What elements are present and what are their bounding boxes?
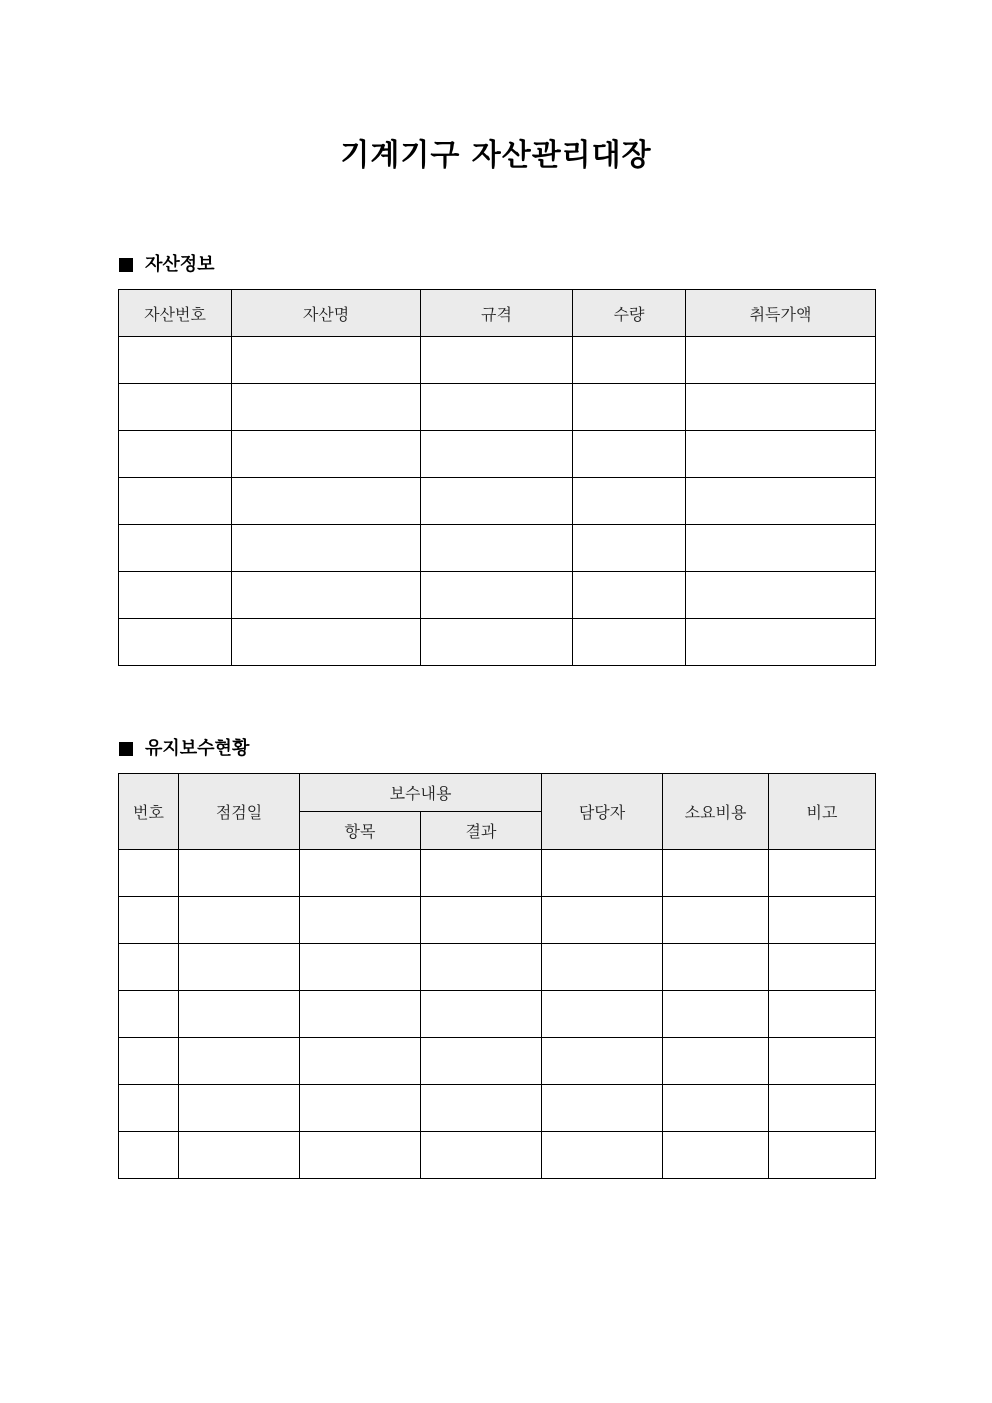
table-cell[interactable] — [421, 431, 573, 478]
table-cell[interactable] — [663, 991, 769, 1038]
square-bullet-icon — [119, 258, 133, 272]
table-cell[interactable] — [179, 944, 300, 991]
table-cell[interactable] — [769, 850, 876, 897]
col-asset-number: 자산번호 — [119, 290, 232, 337]
table-cell[interactable] — [421, 1085, 542, 1132]
col-inspection-date: 점검일 — [179, 774, 300, 850]
table-cell[interactable] — [119, 1132, 179, 1179]
table-cell[interactable] — [232, 384, 421, 431]
table-cell[interactable] — [686, 384, 876, 431]
table-row — [119, 337, 876, 384]
table-cell[interactable] — [421, 572, 573, 619]
table-cell[interactable] — [573, 619, 686, 666]
table-cell[interactable] — [119, 525, 232, 572]
table-cell[interactable] — [686, 525, 876, 572]
col-manager: 담당자 — [542, 774, 663, 850]
table-cell[interactable] — [119, 572, 232, 619]
table-cell[interactable] — [179, 850, 300, 897]
col-result: 결과 — [421, 812, 542, 850]
table-cell[interactable] — [421, 478, 573, 525]
table-cell[interactable] — [686, 619, 876, 666]
table-cell[interactable] — [119, 619, 232, 666]
table-cell[interactable] — [686, 478, 876, 525]
table-row — [119, 991, 876, 1038]
table-cell[interactable] — [663, 897, 769, 944]
table-cell[interactable] — [421, 384, 573, 431]
table-cell[interactable] — [232, 572, 421, 619]
table-row — [119, 944, 876, 991]
table-row — [119, 1085, 876, 1132]
square-bullet-icon — [119, 742, 133, 756]
table-cell[interactable] — [119, 897, 179, 944]
table-cell[interactable] — [686, 572, 876, 619]
asset-info-table — [118, 289, 876, 666]
table-row — [119, 1132, 876, 1179]
table-cell[interactable] — [179, 1085, 300, 1132]
table-cell[interactable] — [769, 1038, 876, 1085]
table-cell[interactable] — [542, 1038, 663, 1085]
table-cell[interactable] — [119, 850, 179, 897]
table-cell[interactable] — [769, 991, 876, 1038]
maintenance-status-heading-label: 유지보수현황 — [145, 738, 250, 759]
col-item: 항목 — [300, 812, 421, 850]
table-row — [119, 384, 876, 431]
asset-info-heading — [119, 253, 215, 277]
document-title: 기계기구 자산관리대장 — [340, 138, 652, 173]
table-row — [119, 850, 876, 897]
table-cell[interactable] — [421, 1038, 542, 1085]
col-number: 번호 — [119, 774, 179, 850]
table-cell[interactable] — [421, 897, 542, 944]
table-cell[interactable] — [542, 1132, 663, 1179]
table-cell[interactable] — [179, 1132, 300, 1179]
col-spec: 규격 — [421, 290, 573, 337]
asset-info-heading-label: 자산정보 — [145, 254, 215, 275]
table-cell[interactable] — [573, 431, 686, 478]
table-cell[interactable] — [232, 619, 421, 666]
table-cell[interactable] — [232, 478, 421, 525]
table-cell[interactable] — [663, 944, 769, 991]
table-cell[interactable] — [663, 1038, 769, 1085]
table-cell[interactable] — [542, 991, 663, 1038]
table-cell[interactable] — [300, 897, 421, 944]
table-cell[interactable] — [179, 897, 300, 944]
table-cell[interactable] — [769, 944, 876, 991]
table-cell[interactable] — [573, 572, 686, 619]
table-cell[interactable] — [421, 525, 573, 572]
table-cell[interactable] — [119, 991, 179, 1038]
table-cell[interactable] — [232, 525, 421, 572]
maintenance-status-heading — [119, 737, 249, 761]
table-cell[interactable] — [421, 337, 573, 384]
table-cell[interactable] — [119, 1085, 179, 1132]
table-cell[interactable] — [769, 1132, 876, 1179]
table-cell[interactable] — [300, 850, 421, 897]
table-cell[interactable] — [300, 1132, 421, 1179]
table-cell[interactable] — [119, 478, 232, 525]
table-cell[interactable] — [119, 1038, 179, 1085]
table-cell[interactable] — [573, 337, 686, 384]
table-cell[interactable] — [300, 944, 421, 991]
table-cell[interactable] — [300, 991, 421, 1038]
table-cell[interactable] — [179, 991, 300, 1038]
table-cell[interactable] — [421, 944, 542, 991]
table-cell[interactable] — [421, 991, 542, 1038]
table-row — [119, 431, 876, 478]
table-cell[interactable] — [542, 1085, 663, 1132]
col-repair-content: 보수내용 — [300, 774, 542, 812]
col-cost: 소요비용 — [663, 774, 769, 850]
table-cell[interactable] — [232, 431, 421, 478]
table-cell[interactable] — [663, 850, 769, 897]
table-cell[interactable] — [573, 525, 686, 572]
table-cell[interactable] — [421, 1132, 542, 1179]
col-acquisition-cost: 취득가액 — [686, 290, 876, 337]
table-row — [119, 1038, 876, 1085]
table-row — [119, 897, 876, 944]
maintenance-header-row — [119, 774, 876, 812]
col-remarks: 비고 — [769, 774, 876, 850]
table-cell[interactable] — [119, 944, 179, 991]
table-row — [119, 572, 876, 619]
maintenance-status-table — [118, 773, 876, 1179]
table-row — [119, 525, 876, 572]
col-quantity: 수량 — [573, 290, 686, 337]
table-cell[interactable] — [542, 850, 663, 897]
table-cell[interactable] — [663, 1085, 769, 1132]
table-cell[interactable] — [769, 897, 876, 944]
table-cell[interactable] — [686, 431, 876, 478]
table-cell[interactable] — [179, 1038, 300, 1085]
table-cell[interactable] — [300, 1085, 421, 1132]
table-cell[interactable] — [686, 337, 876, 384]
table-cell[interactable] — [421, 850, 542, 897]
table-cell[interactable] — [232, 337, 421, 384]
col-asset-name: 자산명 — [232, 290, 421, 337]
table-row — [119, 478, 876, 525]
table-cell[interactable] — [542, 897, 663, 944]
table-cell[interactable] — [542, 944, 663, 991]
table-cell[interactable] — [663, 1132, 769, 1179]
table-cell[interactable] — [119, 337, 232, 384]
table-cell[interactable] — [769, 1085, 876, 1132]
table-row — [119, 619, 876, 666]
table-cell[interactable] — [119, 431, 232, 478]
table-cell[interactable] — [573, 478, 686, 525]
table-cell[interactable] — [573, 384, 686, 431]
asset-header-row — [119, 290, 876, 337]
table-cell[interactable] — [300, 1038, 421, 1085]
table-cell[interactable] — [421, 619, 573, 666]
table-cell[interactable] — [119, 384, 232, 431]
